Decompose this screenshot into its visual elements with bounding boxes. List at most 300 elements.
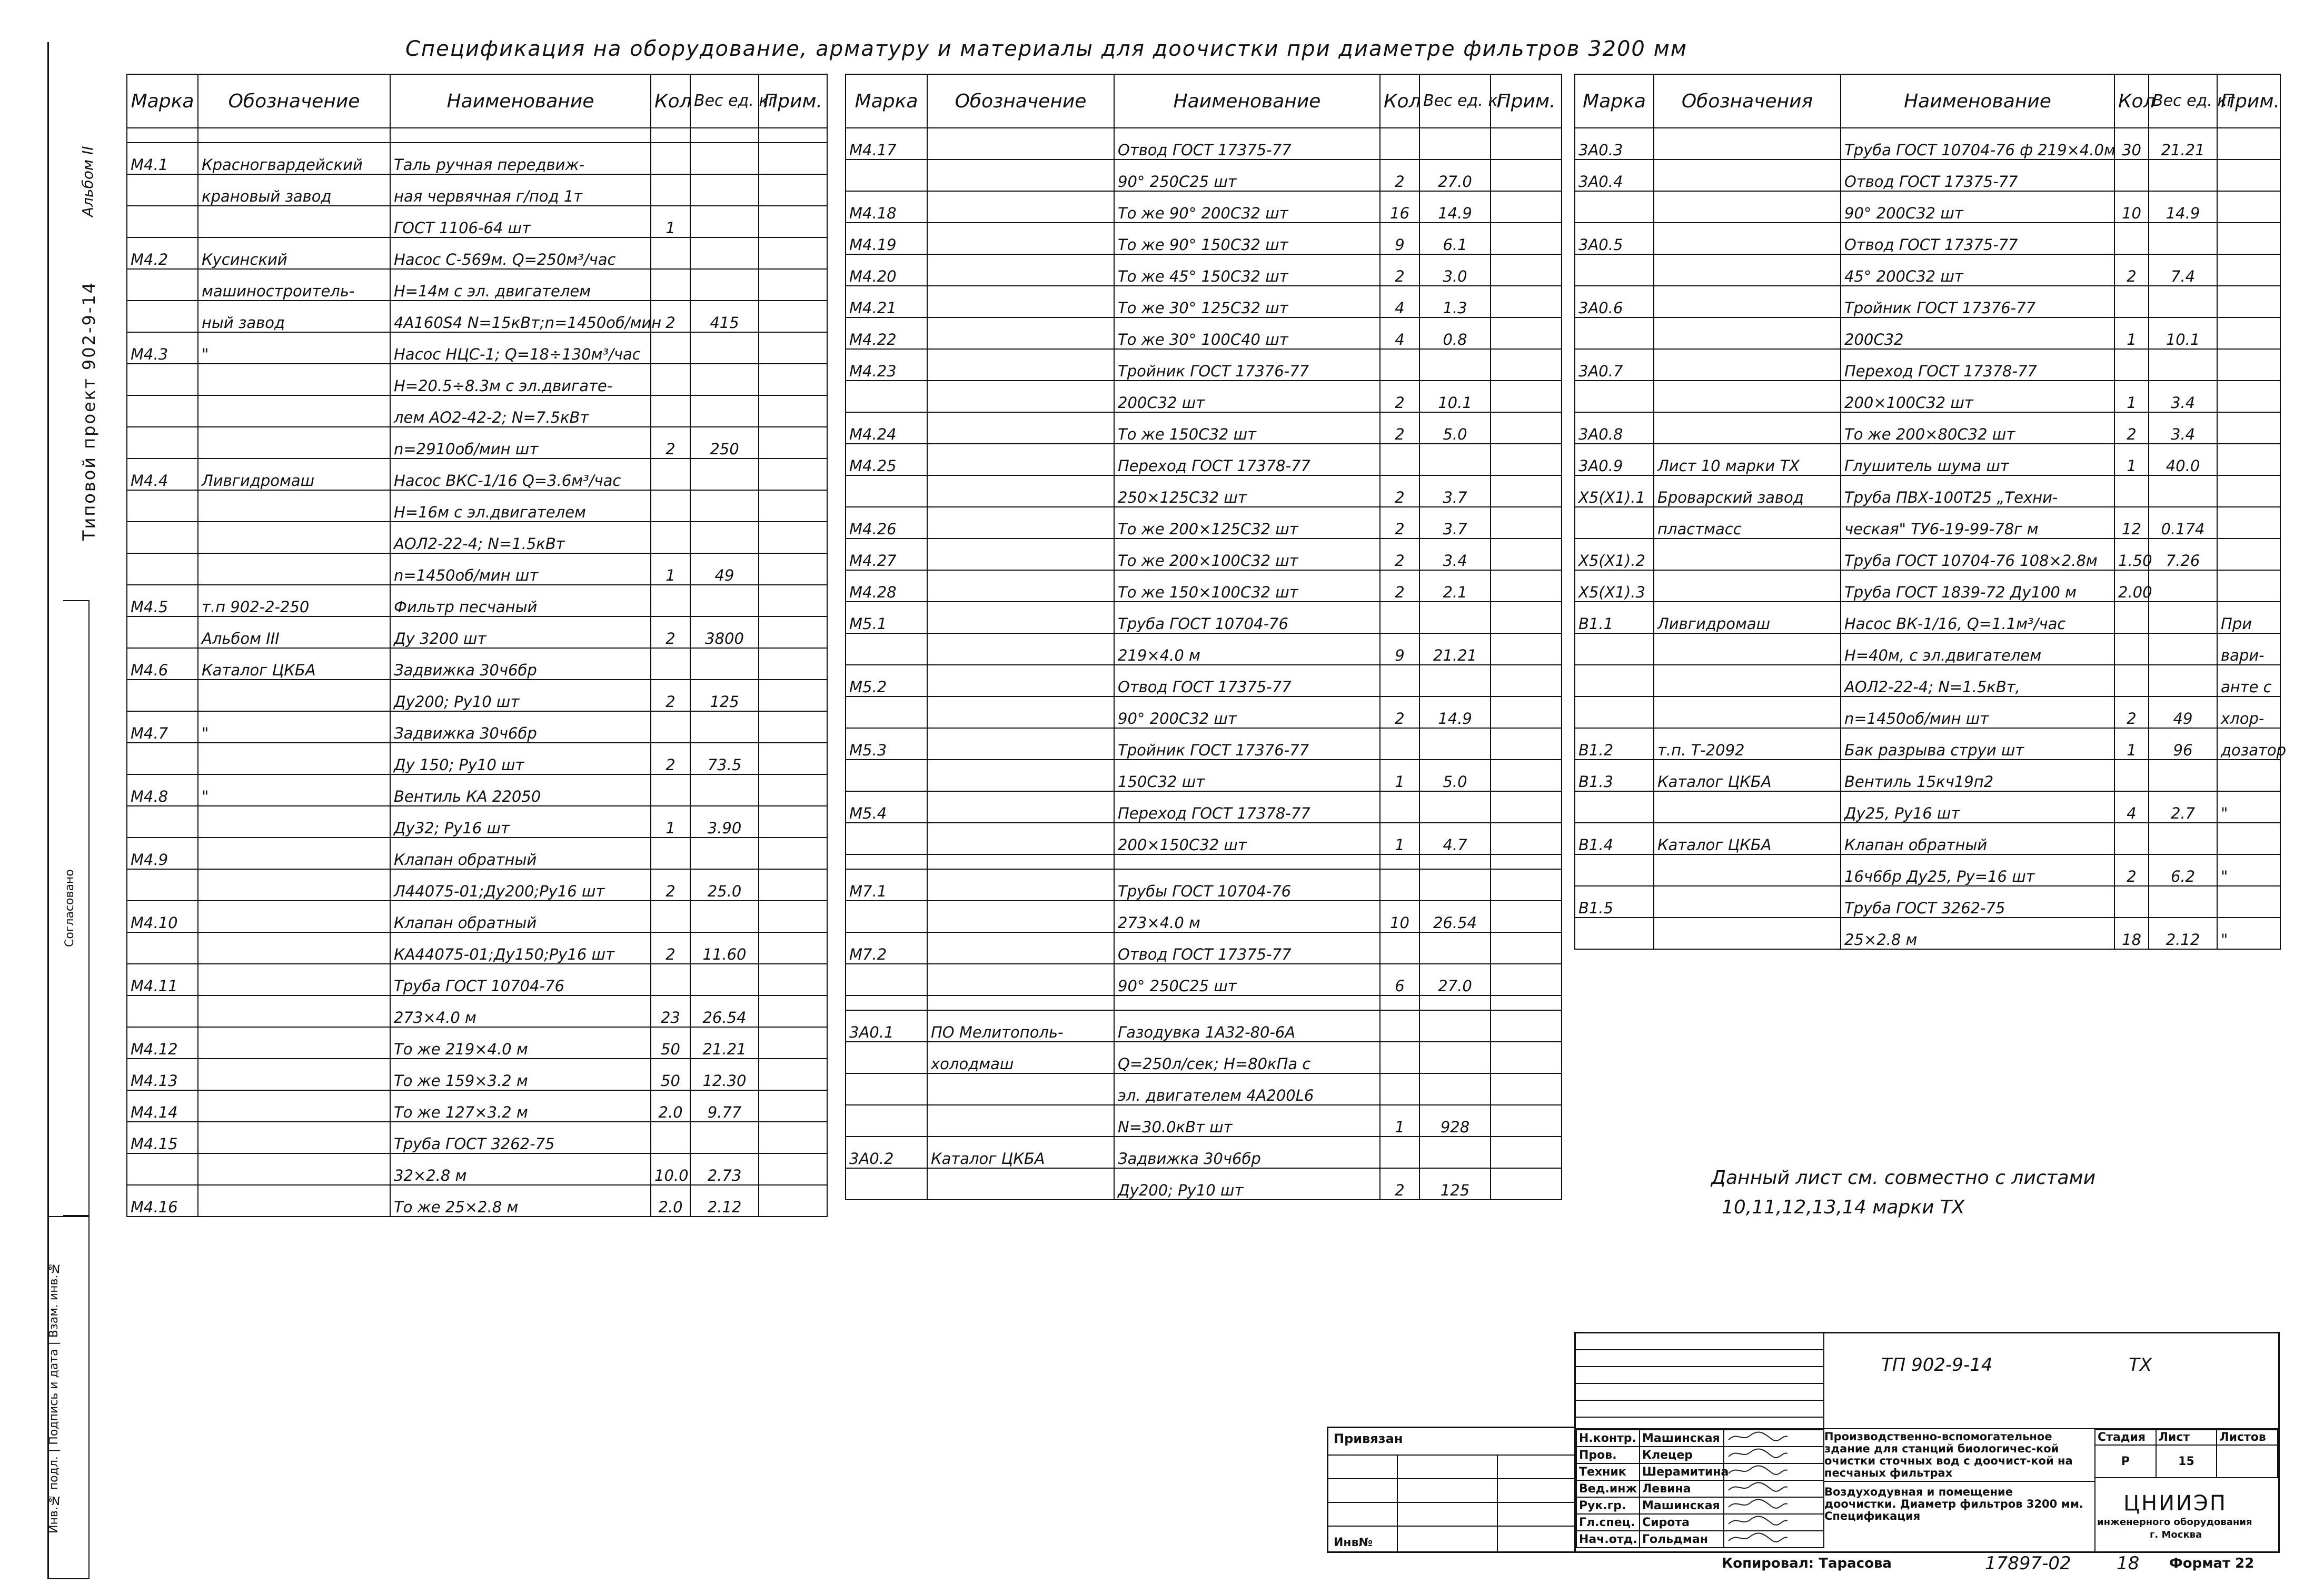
- mark-cell: [127, 806, 198, 838]
- designation-cell: [198, 901, 390, 932]
- name-cell: Тройник ГОСТ 17376-77: [1114, 349, 1380, 381]
- weight-cell: [690, 459, 759, 490]
- name-cell: Отвод ГОСТ 17375-77: [1114, 665, 1380, 696]
- designation-cell: [198, 932, 390, 964]
- signature: [1724, 1463, 1824, 1480]
- mark-cell: М4.11: [127, 964, 198, 995]
- weight-cell: 40.0: [2149, 444, 2217, 475]
- header-weight: Вес ед. кг: [1419, 74, 1491, 128]
- table-row: [1575, 570, 2280, 602]
- weight-cell: 14.9: [2149, 191, 2217, 223]
- org-sub: инженерного оборудования: [2097, 1517, 2252, 1528]
- qty-cell: 1: [2114, 381, 2149, 412]
- role-title: Техник: [1576, 1463, 1640, 1480]
- role-title: Н.контр.: [1576, 1430, 1640, 1447]
- note-cell: [759, 459, 827, 490]
- description-2: Воздуходувная и помещение доочистки. Диаметр фильтров 3200 мм. Спецификация: [1824, 1486, 2083, 1522]
- designation-cell: ": [198, 711, 390, 743]
- qty-cell: [2114, 602, 2149, 633]
- mark-cell: [1575, 507, 1654, 539]
- mark-cell: [846, 964, 927, 995]
- note-cell: [759, 395, 827, 427]
- qty-cell: [651, 143, 690, 174]
- designation-cell: Ливгидромаш: [198, 459, 390, 490]
- qty-cell: [651, 459, 690, 490]
- designation-cell: [927, 191, 1114, 223]
- designation-cell: [927, 254, 1114, 286]
- designation-cell: Каталог ЦКБА: [1654, 760, 1841, 791]
- designation-cell: [927, 728, 1114, 760]
- mark-cell: 3А0.9: [1575, 444, 1654, 475]
- name-cell: Таль ручная передвиж-: [390, 143, 651, 174]
- name-cell: Ду32; Ру16 шт: [390, 806, 651, 838]
- name-cell: Тройник ГОСТ 17376-77: [1841, 286, 2114, 317]
- table-row: [127, 774, 827, 806]
- weight-cell: [690, 838, 759, 869]
- qty-cell: [1380, 444, 1419, 475]
- weight-cell: 2.7: [2149, 791, 2217, 823]
- weight-cell: [1419, 1010, 1491, 1042]
- table-row: [846, 1042, 1562, 1073]
- designation-cell: Броварский завод: [1654, 475, 1841, 507]
- signature: [1724, 1497, 1824, 1514]
- designation-cell: ный завод: [198, 301, 390, 332]
- note-cell: [759, 1153, 827, 1185]
- mark-cell: М4.3: [127, 332, 198, 364]
- weight-cell: 7.4: [2149, 254, 2217, 286]
- note-cell: [2217, 381, 2280, 412]
- name-cell: Насос С-569м. Q=250м³/час: [390, 237, 651, 269]
- qty-cell: 1: [1380, 1105, 1419, 1137]
- qty-cell: [651, 237, 690, 269]
- note-cell: [2217, 286, 2280, 317]
- table-row: [1575, 791, 2280, 823]
- name-cell: 273×4.0 м: [1114, 901, 1380, 932]
- weight-cell: [690, 1122, 759, 1153]
- table-row: [1575, 475, 2280, 507]
- role-title: Вед.инж: [1576, 1480, 1640, 1497]
- mark-cell: [127, 616, 198, 648]
- qty-cell: [651, 1122, 690, 1153]
- designation-cell: [1654, 854, 1841, 886]
- designation-cell: [927, 633, 1114, 665]
- weight-cell: 12.30: [690, 1059, 759, 1090]
- table-row: [846, 995, 1562, 1010]
- mark-cell: В1.4: [1575, 823, 1654, 854]
- weight-cell: 3.0: [1419, 254, 1491, 286]
- weight-cell: 3.90: [690, 806, 759, 838]
- note-cell: [759, 206, 827, 237]
- mark-cell: М4.19: [846, 223, 927, 254]
- qty-cell: 1.50: [2114, 539, 2149, 570]
- note-cell: анте с: [2217, 665, 2280, 696]
- designation-cell: [927, 444, 1114, 475]
- role-row: [1576, 1447, 1824, 1463]
- qty-cell: 1: [1380, 760, 1419, 791]
- qty-cell: 2: [1380, 254, 1419, 286]
- mark-cell: [846, 475, 927, 507]
- mark-cell: [127, 680, 198, 711]
- table-row: [846, 191, 1562, 223]
- designation-cell: Каталог ЦКБА: [1654, 823, 1841, 854]
- role-person: Клецер: [1640, 1447, 1724, 1463]
- weight-cell: 7.26: [2149, 539, 2217, 570]
- name-cell: Н=40м, с эл.двигателем: [1841, 633, 2114, 665]
- mark-cell: Х5(Х1).2: [1575, 539, 1654, 570]
- note-cell: [1491, 1137, 1562, 1168]
- weight-cell: 10.1: [2149, 317, 2217, 349]
- qty-cell: [1380, 349, 1419, 381]
- table-row: [127, 680, 827, 711]
- mark-cell: М4.13: [127, 1059, 198, 1090]
- name-cell: То же 159×3.2 м: [390, 1059, 651, 1090]
- header-name: Наименование: [1841, 74, 2114, 128]
- designation-cell: [198, 743, 390, 774]
- note-cell: [1491, 160, 1562, 191]
- mark-cell: [846, 823, 927, 854]
- weight-cell: 11.60: [690, 932, 759, 964]
- weight-cell: [2149, 286, 2217, 317]
- note-cell: [1491, 854, 1562, 869]
- role-title: Рук.гр.: [1576, 1497, 1640, 1514]
- table-row: [846, 760, 1562, 791]
- qty-cell: 4: [2114, 791, 2149, 823]
- qty-cell: 2: [651, 743, 690, 774]
- table-row: [846, 444, 1562, 475]
- mark-cell: [127, 553, 198, 585]
- note-cell: [759, 364, 827, 395]
- qty-cell: [651, 174, 690, 206]
- weight-cell: 5.0: [1419, 760, 1491, 791]
- name-cell: Отвод ГОСТ 17375-77: [1841, 160, 2114, 191]
- designation-cell: [927, 854, 1114, 869]
- weight-cell: [690, 648, 759, 680]
- name-cell: Ду 150; Ру10 шт: [390, 743, 651, 774]
- mark-cell: [846, 633, 927, 665]
- qty-cell: 1: [651, 206, 690, 237]
- table-row: [127, 332, 827, 364]
- name-cell: Глушитель шума шт: [1841, 444, 2114, 475]
- table-row: [127, 711, 827, 743]
- note-cell: [759, 901, 827, 932]
- note-cell: ": [2217, 791, 2280, 823]
- note-cell: [759, 680, 827, 711]
- note-cell: [1491, 1105, 1562, 1137]
- designation-cell: [198, 869, 390, 901]
- designation-cell: [1654, 696, 1841, 728]
- table-row: [846, 665, 1562, 696]
- mark-cell: М4.27: [846, 539, 927, 570]
- table-row: [127, 143, 827, 174]
- note-cell: [759, 237, 827, 269]
- name-cell: Труба ГОСТ 3262-75: [390, 1122, 651, 1153]
- mark-cell: М4.14: [127, 1090, 198, 1122]
- name-cell: n=2910об/мин шт: [390, 427, 651, 459]
- name-cell: То же 90° 150С32 шт: [1114, 223, 1380, 254]
- weight-cell: 6.2: [2149, 854, 2217, 886]
- mark-cell: [846, 901, 927, 932]
- designation-cell: т.п. Т-2092: [1654, 728, 1841, 760]
- designation-cell: [198, 553, 390, 585]
- weight-cell: 0.8: [1419, 317, 1491, 349]
- mark-cell: [846, 1042, 927, 1073]
- drawing-mark: ТХ: [2129, 1354, 2152, 1376]
- weight-cell: [2149, 160, 2217, 191]
- qty-cell: [651, 364, 690, 395]
- note-cell: хлор-: [2217, 696, 2280, 728]
- qty-cell: 2: [651, 427, 690, 459]
- qty-cell: 10: [2114, 191, 2149, 223]
- note-cell: [759, 301, 827, 332]
- table-row: [846, 412, 1562, 444]
- table-row: [127, 237, 827, 269]
- qty-cell: [2114, 665, 2149, 696]
- name-cell: Н=14м с эл. двигателем: [390, 269, 651, 301]
- name-cell: 200×150С32 шт: [1114, 823, 1380, 854]
- qty-cell: 1: [651, 553, 690, 585]
- signature: [1724, 1430, 1824, 1447]
- note-cell: вари-: [2217, 633, 2280, 665]
- qty-cell: 2: [651, 680, 690, 711]
- weight-cell: 5.0: [1419, 412, 1491, 444]
- qty-cell: [1380, 128, 1419, 160]
- table-row: [846, 932, 1562, 964]
- qty-cell: 9: [1380, 223, 1419, 254]
- designation-cell: [927, 823, 1114, 854]
- mark-cell: [127, 490, 198, 522]
- table-row: [127, 522, 827, 553]
- name-cell: ческая" ТУ6-19-99-78г м: [1841, 507, 2114, 539]
- designation-cell: [198, 206, 390, 237]
- header-note: Прим.: [1491, 74, 1562, 128]
- weight-cell: 3800: [690, 616, 759, 648]
- mark-cell: М4.26: [846, 507, 927, 539]
- mark-cell: [846, 760, 927, 791]
- designation-cell: [198, 395, 390, 427]
- mark-cell: М4.25: [846, 444, 927, 475]
- weight-cell: 2.12: [690, 1185, 759, 1217]
- name-cell: [1114, 995, 1380, 1010]
- name-cell: Ду200; Ру10 шт: [1114, 1168, 1380, 1200]
- note-cell: [759, 269, 827, 301]
- table-row: [127, 1153, 827, 1185]
- designation-cell: ПО Мелитополь-: [927, 1010, 1114, 1042]
- mark-cell: [1575, 633, 1654, 665]
- designation-cell: [1654, 317, 1841, 349]
- name-cell: То же 150×100С32 шт: [1114, 570, 1380, 602]
- name-cell: N=30.0кВт шт: [1114, 1105, 1380, 1137]
- note-cell: [1491, 475, 1562, 507]
- table-row: [1575, 918, 2280, 949]
- designation-cell: [1654, 665, 1841, 696]
- name-cell: То же 127×3.2 м: [390, 1090, 651, 1122]
- designation-cell: пластмасс: [1654, 507, 1841, 539]
- qty-cell: [651, 522, 690, 553]
- note-cell: [2217, 507, 2280, 539]
- table-row: [127, 1122, 827, 1153]
- name-cell: Труба ГОСТ 10704-76: [1114, 602, 1380, 633]
- role-title: Пров.: [1576, 1447, 1640, 1463]
- table-row: [127, 648, 827, 680]
- name-cell: То же 30° 100С40 шт: [1114, 317, 1380, 349]
- mark-cell: [1575, 317, 1654, 349]
- designation-cell: [198, 1090, 390, 1122]
- designation-cell: Лист 10 марки ТХ: [1654, 444, 1841, 475]
- note-cell: [759, 143, 827, 174]
- note-cell: [1491, 602, 1562, 633]
- table-row: [846, 570, 1562, 602]
- note-cell: [1491, 1042, 1562, 1073]
- qty-cell: 23: [651, 995, 690, 1027]
- table-row: [127, 490, 827, 522]
- mark-cell: [846, 160, 927, 191]
- table-row: [127, 206, 827, 237]
- name-cell: 200С32: [1841, 317, 2114, 349]
- qty-cell: 2: [1380, 412, 1419, 444]
- table-row: [127, 995, 827, 1027]
- name-cell: 200С32 шт: [1114, 381, 1380, 412]
- note-cell: [1491, 728, 1562, 760]
- designation-cell: [927, 869, 1114, 901]
- note-cell: [2217, 223, 2280, 254]
- qty-cell: 2: [1380, 160, 1419, 191]
- qty-cell: 2: [651, 869, 690, 901]
- designation-cell: [1654, 570, 1841, 602]
- table-row: [846, 964, 1562, 995]
- weight-cell: 73.5: [690, 743, 759, 774]
- name-cell: То же 200×100С32 шт: [1114, 539, 1380, 570]
- weight-cell: [690, 332, 759, 364]
- note-cell: [759, 1122, 827, 1153]
- header-weight: Вес ед. кг: [690, 74, 759, 128]
- note-cell: [1491, 932, 1562, 964]
- qty-cell: [2114, 349, 2149, 381]
- mark-cell: [846, 995, 927, 1010]
- note-cell: [2217, 475, 2280, 507]
- qty-cell: 2: [1380, 475, 1419, 507]
- mark-cell: [1575, 918, 1654, 949]
- qty-cell: [651, 269, 690, 301]
- note-cell: [2217, 128, 2280, 160]
- qty-cell: 10: [1380, 901, 1419, 932]
- name-cell: 90° 200С32 шт: [1841, 191, 2114, 223]
- table-row: [127, 301, 827, 332]
- table-row: [1575, 633, 2280, 665]
- note-cell: [759, 869, 827, 901]
- mark-cell: [127, 206, 198, 237]
- role-row: [1576, 1531, 1824, 1548]
- qty-cell: [651, 774, 690, 806]
- mark-cell: 3А0.7: [1575, 349, 1654, 381]
- designation-cell: Красногвардейский: [198, 143, 390, 174]
- table-row: [127, 964, 827, 995]
- name-cell: Н=20.5÷8.3м с эл.двигате-: [390, 364, 651, 395]
- qty-cell: 2: [1380, 570, 1419, 602]
- qty-cell: 2: [651, 616, 690, 648]
- weight-cell: [1419, 665, 1491, 696]
- spec-table-2: [845, 74, 1562, 1200]
- header-name: Наименование: [1114, 74, 1380, 128]
- weight-cell: [2149, 475, 2217, 507]
- weight-cell: [2149, 602, 2217, 633]
- mark-cell: М4.24: [846, 412, 927, 444]
- name-cell: То же 90° 200С32 шт: [1114, 191, 1380, 223]
- designation-cell: [927, 791, 1114, 823]
- mark-cell: [846, 854, 927, 869]
- note-cell: [2217, 349, 2280, 381]
- mark-cell: 3А0.6: [1575, 286, 1654, 317]
- weight-cell: [690, 711, 759, 743]
- qty-cell: [1380, 932, 1419, 964]
- mark-cell: М5.4: [846, 791, 927, 823]
- weight-cell: 2.73: [690, 1153, 759, 1185]
- table-row: [846, 791, 1562, 823]
- designation-cell: [927, 1073, 1114, 1105]
- qty-cell: [651, 395, 690, 427]
- name-cell: Отвод ГОСТ 17375-77: [1114, 128, 1380, 160]
- header-mark: Марка: [846, 74, 927, 128]
- table-row: [1575, 602, 2280, 633]
- designation-cell: [927, 128, 1114, 160]
- qty-cell: 10.0: [651, 1153, 690, 1185]
- table-row: [846, 602, 1562, 633]
- qty-cell: 1: [2114, 317, 2149, 349]
- mark-cell: 3А0.5: [1575, 223, 1654, 254]
- note-cell: [759, 806, 827, 838]
- designation-cell: [927, 507, 1114, 539]
- note-cell: [759, 522, 827, 553]
- weight-cell: [690, 490, 759, 522]
- table-row: [127, 1090, 827, 1122]
- revision-grid: [1576, 1333, 1824, 1428]
- stage-value: Р: [2095, 1445, 2156, 1478]
- mark-cell: М4.28: [846, 570, 927, 602]
- weight-cell: 125: [1419, 1168, 1491, 1200]
- weight-cell: 0.174: [2149, 507, 2217, 539]
- role-person: Машинская: [1640, 1430, 1724, 1447]
- table-row: [846, 1137, 1562, 1168]
- name-cell: Вентиль КА 22050: [390, 774, 651, 806]
- note-cell: [759, 174, 827, 206]
- designation-cell: [1654, 539, 1841, 570]
- role-person: Сирота: [1640, 1514, 1724, 1531]
- note-cell: [759, 711, 827, 743]
- weight-cell: [2149, 570, 2217, 602]
- drawing-code: ТП 902-9-14: [1881, 1354, 1993, 1376]
- designation-cell: [927, 160, 1114, 191]
- note-cell: [759, 332, 827, 364]
- name-cell: АОЛ2-22-4; N=1.5кВт,: [1841, 665, 2114, 696]
- name-cell: n=1450об/мин шт: [390, 553, 651, 585]
- table-row: [127, 459, 827, 490]
- table-row: [127, 932, 827, 964]
- sheet-value: 15: [2156, 1445, 2217, 1478]
- name-cell: Насос ВК-1/16, Q=1.1м³/час: [1841, 602, 2114, 633]
- mark-cell: [127, 301, 198, 332]
- mark-cell: [127, 395, 198, 427]
- name-cell: То же 150С32 шт: [1114, 412, 1380, 444]
- weight-cell: 2.1: [1419, 570, 1491, 602]
- weight-cell: [690, 143, 759, 174]
- note-cell: [759, 932, 827, 964]
- qty-cell: 1: [2114, 444, 2149, 475]
- designation-cell: Ливгидромаш: [1654, 602, 1841, 633]
- binding-block: [1327, 1427, 1574, 1553]
- mark-cell: 3А0.8: [1575, 412, 1654, 444]
- name-cell: Трубы ГОСТ 10704-76: [1114, 869, 1380, 901]
- mark-cell: М4.10: [127, 901, 198, 932]
- header-designation: Обозначения: [1654, 74, 1841, 128]
